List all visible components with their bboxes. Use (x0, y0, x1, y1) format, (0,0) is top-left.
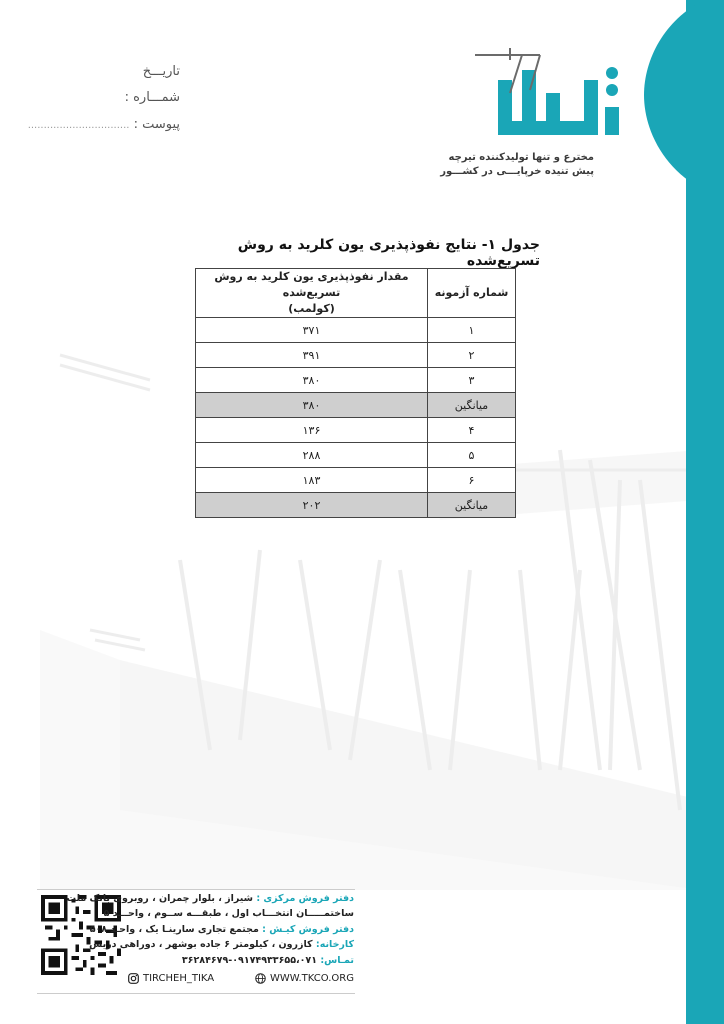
cell-test-number: ۱ (428, 318, 516, 343)
table-row (196, 318, 516, 343)
footer-kish-label: دفتر فروش کیـش : (262, 924, 354, 935)
cell-value: ۱۸۳ (196, 468, 428, 493)
instagram-icon (128, 973, 139, 984)
cell-value: ۲۸۸ (196, 443, 428, 468)
footer-office-line (66, 893, 354, 904)
cell-value: ۳۷۱ (196, 318, 428, 343)
footer-office-line-2: ساختمـــــان انتخـــاب اول ، طبقـــه ســوم ، واحـــد ۵ (103, 908, 354, 919)
chloride-results-table (195, 268, 516, 518)
footer-office-text: شیراز ، بلوار چمران ، روبروی بانک ملت (66, 893, 253, 904)
globe-icon (255, 973, 266, 984)
logo-tagline-2: پیش تنیده خرپایـــی در کشـــور (440, 166, 594, 177)
cell-value: ۳۸۰ (196, 368, 428, 393)
footer-factory-line (89, 939, 354, 950)
number-label: شمـــاره : (124, 90, 180, 105)
instagram-link[interactable] (128, 973, 214, 984)
website-link[interactable] (255, 973, 354, 984)
tika-logo-mark (470, 45, 640, 145)
cell-average-label: میانگین (428, 393, 516, 418)
footer-factory-label: کارخانه: (315, 939, 354, 950)
cell-test-number: ۵ (428, 443, 516, 468)
cell-value: ۳۹۱ (196, 343, 428, 368)
header-test-number: شماره آزمونه (428, 269, 516, 318)
company-logo (440, 45, 640, 180)
cell-average-value: ۲۰۲ (196, 493, 428, 518)
instagram-handle: TIRCHEH_TIKA (143, 973, 215, 984)
cell-test-number: ۴ (428, 418, 516, 443)
footer-kish-line (90, 924, 354, 935)
attachment-field (27, 117, 180, 132)
qr-code (40, 895, 122, 975)
website-url: WWW.TKCO.ORG (269, 973, 354, 984)
footer-factory-text: کازرون ، کیلومتر ۶ جاده بوشهر ، دوراهی دریس (89, 939, 313, 950)
attachment-label: پیوست : (133, 117, 180, 132)
footer-contact-text: ۰۹۱۷۴۹۳۳۶۵۵،۰۷۱-۳۶۲۸۴۶۷۹ (181, 955, 318, 966)
header-value (196, 269, 428, 318)
social-row (128, 973, 354, 989)
cell-average-label: میانگین (428, 493, 516, 518)
table-average-row (196, 393, 516, 418)
table-average-row (196, 493, 516, 518)
teal-arc (644, 0, 704, 190)
date-label: تاریـــخ (142, 64, 180, 79)
logo-tagline-1: مخترع و تنها تولیدکننده تیرچه (448, 152, 594, 163)
table-caption: جدول ۱- نتایج نفوذپذیری یون کلرید به روش تسریع‌شده (237, 237, 540, 269)
footer-kish-text: مجتمع تجاری سارینـا یک ، واحـد ۵۰۸ (89, 924, 259, 935)
table-row (196, 443, 516, 468)
cell-test-number: ۶ (428, 468, 516, 493)
table-row (196, 468, 516, 493)
table-row (196, 368, 516, 393)
header-value-line1: مقدار نفوذپذیری یون کلرید به روش تسریع‌شده (214, 270, 409, 299)
cell-value: ۱۳۶ (196, 418, 428, 443)
table-row (196, 418, 516, 443)
cell-test-number: ۲ (428, 343, 516, 368)
table-row (196, 343, 516, 368)
cell-average-value: ۳۸۰ (196, 393, 428, 418)
cell-test-number: ۳ (428, 368, 516, 393)
header-value-line2: (کولمب) (288, 302, 335, 315)
footer-contact-line (182, 955, 354, 966)
footer-contact-label: تمـاس: (320, 955, 354, 966)
table-header-row (196, 269, 516, 318)
attachment-dots: ................................ (27, 120, 130, 131)
footer-office-label: دفتر فروش مرکزی : (256, 893, 354, 904)
